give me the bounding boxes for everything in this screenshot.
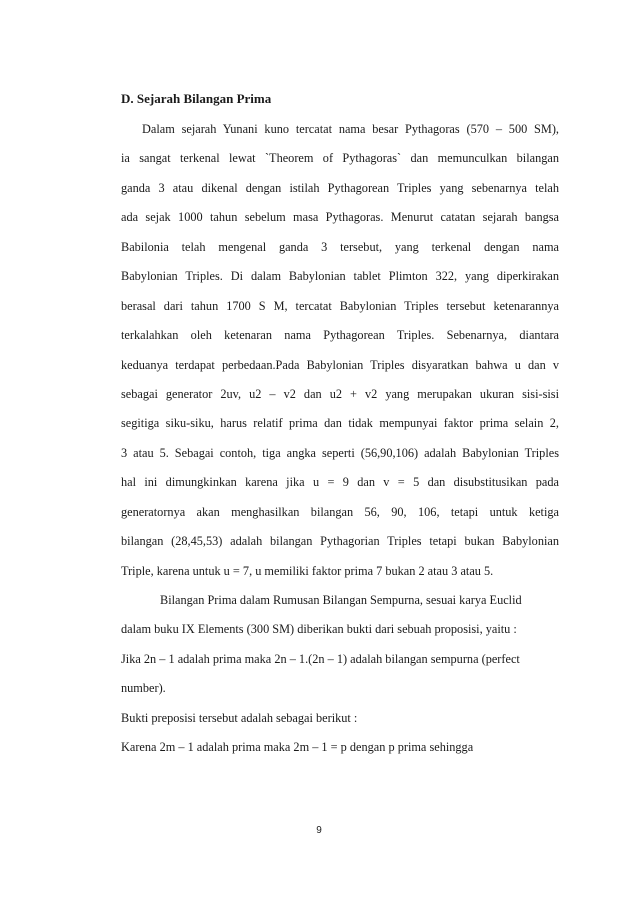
- paragraph-line: Babylonian Triples. Di dalam Babylonian tablet Plimton 322, yang diperkirakan: [121, 269, 559, 284]
- page-number: 9: [316, 825, 322, 836]
- paragraph-line: Bukti preposisi tersebut adalah sebagai berikut :: [121, 710, 358, 725]
- paragraph-line: ia sangat terkenal lewat `Theorem of Pythagoras` dan memunculkan bilangan: [121, 151, 559, 166]
- section-heading: D. Sejarah Bilangan Prima: [121, 91, 272, 106]
- paragraph-line: hal ini dimungkinkan karena jika u = 9 dan v = 5 dan disubstitusikan pada: [121, 475, 559, 490]
- paragraph-line: Babilonia telah mengenal ganda 3 tersebut, yang terkenal dengan nama: [121, 239, 559, 254]
- paragraph-line: Jika 2n – 1 adalah prima maka 2n – 1.(2n – 1) adalah bilangan sempurna (perfect: [121, 651, 520, 666]
- paragraph-line: number).: [121, 681, 166, 696]
- paragraph-line: Dalam sejarah Yunani kuno tercatat nama besar Pythagoras (570 – 500 SM),: [142, 122, 559, 136]
- paragraph-line: Karena 2m – 1 adalah prima maka 2m – 1 = p dengan p prima sehingga: [121, 740, 474, 755]
- paragraph-line: bilangan (28,45,53) adalah bilangan Pythagorian Triples tetapi bukan Babylonian: [121, 534, 559, 549]
- paragraph-line: dalam buku IX Elements (300 SM) diberikan bukti dari sebuah proposisi, yaitu :: [121, 622, 517, 637]
- paragraph-line: Bilangan Prima dalam Rumusan Bilangan Sempurna, sesuai karya Euclid: [160, 593, 522, 607]
- paragraph-line: keduanya terdapat perbedaan.Pada Babylonian Triples disyaratkan bahwa u dan v: [121, 357, 559, 372]
- paragraph-line: sebagai generator 2uv, u2 – v2 dan u2 + v2 yang merupakan ukuran sisi-sisi: [121, 386, 559, 401]
- paragraph-line: 3 atau 5. Sebagai contoh, tiga angka seperti (56,90,106) adalah Babylonian Triples: [121, 445, 559, 460]
- paragraph-line: Triple, karena untuk u = 7, u memiliki faktor prima 7 bukan 2 atau 3 atau 5.: [121, 563, 494, 578]
- paragraph-line: terkalahkan oleh ketenaran nama Pythagorean Triples. Sebenarnya, diantara: [121, 328, 559, 343]
- paragraph-line: generatornya akan menghasilkan bilangan 56, 90, 106, tetapi untuk ketiga: [121, 504, 559, 519]
- body-text: [121, 115, 559, 763]
- paragraph-line: ganda 3 atau dikenal dengan istilah Pythagorean Triples yang sebenarnya telah: [121, 180, 559, 195]
- paragraph-line: berasal dari tahun 1700 S M, tercatat Babylonian Triples tersebut ketenarannya: [121, 298, 559, 313]
- paragraph-line: segitiga siku-siku, harus relatif prima dan tidak mempunyai faktor prima selain 2,: [121, 416, 559, 431]
- paragraph-line: ada sejak 1000 tahun sebelum masa Pythagoras. Menurut catatan sejarah bangsa: [121, 210, 559, 225]
